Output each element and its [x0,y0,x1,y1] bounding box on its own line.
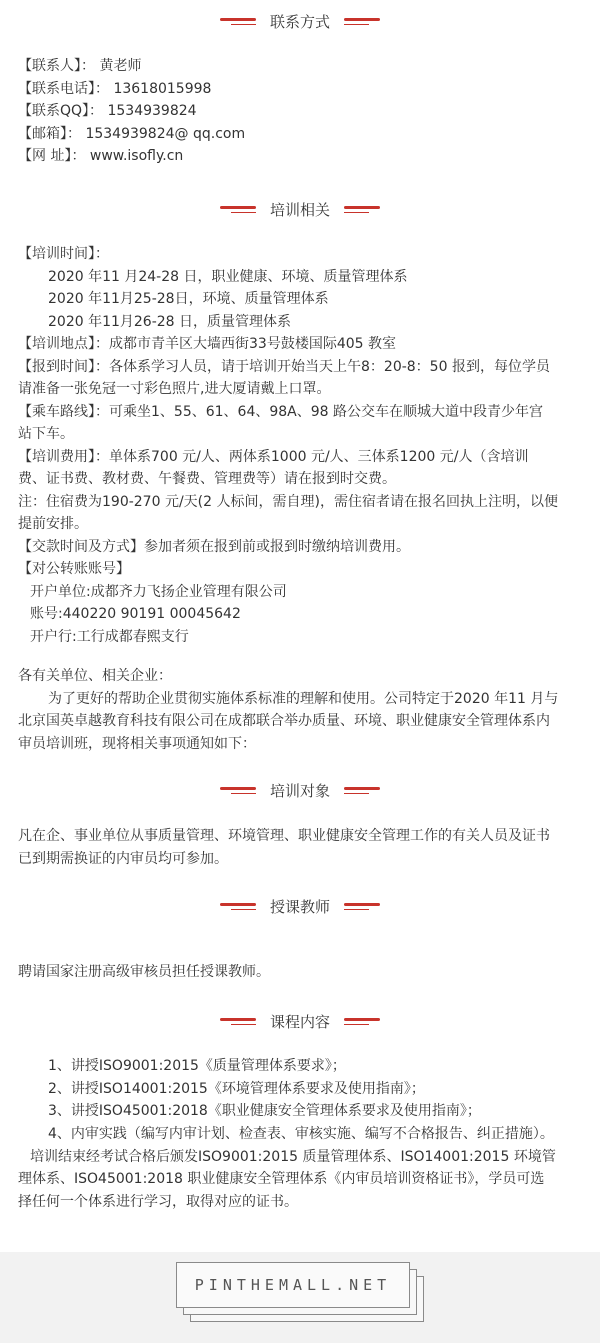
title-decoration-right [344,206,380,213]
section-title-training [0,197,600,221]
contact-email: 【邮箱】： 1534939824@ qq.com [18,126,246,142]
section-title-course [0,1009,600,1033]
lodging-note-line-2: 提前安排。 [18,516,88,532]
report-time-line-2: 请准备一张免冠一寸彩色照片,进大厦请戴上口罩。 [18,381,331,397]
title-decoration-right [344,787,380,794]
section-title-target [0,778,600,802]
certificate-line-2: 理体系、ISO45001:2018 职业健康安全管理体系《内审员培训资格证书》，学员可选 [18,1171,545,1187]
logo-text: PINTHEMALL.NET [194,1276,392,1294]
target-line-1: 凡在企、事业单位从事质量管理、环境管理、职业健康安全管理工作的有关人员及证书 [18,828,550,844]
title-decoration-left [220,787,256,794]
title-decoration-left [220,18,256,25]
fee-line-1: 【培训费用】：单体系700 元/人、两体系1000 元/人、三体系1200 元/人（含培训 [18,449,529,465]
lodging-note-line-1: 注：住宿费为190-270 元/天(2 人标间，需自理)，需住宿者请在报名回执上注明，以便 [18,494,558,510]
salutation: 各有关单位、相关企业： [18,668,172,684]
contact-person: 【联系人】： 黄老师 [18,58,142,74]
report-time-line-1: 【报到时间】：各体系学习人员，请于培训开始当天上午8：20-8：50 报到，每位学员 [18,359,550,375]
section-title-text: 课程内容 [269,1012,330,1031]
logo-frame-front [176,1262,410,1308]
contact-phone: 【联系电话】： 13618015998 [18,81,212,97]
account-number: 账号:440220 90191 00045642 [30,606,241,622]
section-title-teacher [0,894,600,918]
certificate-line-3: 择任何一个体系进行学习，取得对应的证书。 [18,1194,298,1210]
training-session: 2020 年11 月24-28 日，职业健康、环境、质量管理体系 [48,269,408,285]
title-decoration-left [220,903,256,910]
payment-method: 【交款时间及方式】参加者须在报到前或报到时缴纳培训费用。 [18,539,410,555]
target-line-2: 已到期需换证的内审员均可参加。 [18,851,228,867]
course-item: 3、讲授ISO45001:2018《职业健康安全管理体系要求及使用指南》； [48,1103,481,1119]
account-company: 开户单位:成都齐力飞扬企业管理有限公司 [30,584,287,600]
section-title-contact [0,9,600,33]
bus-route-line-1: 【乘车路线】：可乘坐1、55、61、64、98A、98 路公交车在顺城大道中段青少年宫 [18,404,544,420]
account-label: 【对公转账账号】 [18,561,130,577]
teacher-line: 聘请国家注册高级审核员担任授课教师。 [18,964,270,980]
title-decoration-right [344,1018,380,1025]
section-title-text: 培训对象 [269,781,330,800]
intro-paragraph-line: 为了更好的帮助企业贯彻实施体系标准的理解和使用。公司特定于2020 年11 月与 [48,691,559,707]
bus-route-line-2: 站下车。 [18,426,74,442]
fee-line-2: 费、证书费、教材费、午餐费、管理费等）请在报到时交费。 [18,471,396,487]
course-item: 4、内审实践（编写内审计划、检查表、审核实施、编写不合格报告、纠正措施）。 [48,1126,554,1142]
intro-paragraph-line: 审员培训班，现将相关事项通知如下： [18,736,256,752]
training-time-label: 【培训时间】： [18,246,109,262]
pinthemall-logo[interactable] [176,1262,426,1324]
title-decoration-right [344,903,380,910]
course-item: 2、讲授ISO14001:2015《环境管理体系要求及使用指南》； [48,1081,425,1097]
course-item: 1、讲授ISO9001:2015《质量管理体系要求》； [48,1058,346,1074]
account-bank: 开户行:工行成都春熙支行 [30,629,189,645]
training-location: 【培训地点】：成都市青羊区大墙西街33号鼓楼国际405 教室 [18,336,396,352]
section-title-text: 授课教师 [269,897,330,916]
certificate-line-1: 培训结束经考试合格后颁发ISO9001:2015 质量管理体系、ISO14001:2015 环境管 [30,1149,556,1165]
section-title-text: 联系方式 [269,12,330,31]
contact-website: 【网 址】： www.isofly.cn [18,148,184,164]
title-decoration-right [344,18,380,25]
section-title-text: 培训相关 [269,200,330,219]
intro-paragraph-line: 北京国英卓越教育科技有限公司在成都联合举办质量、环境、职业健康安全管理体系内 [18,713,550,729]
title-decoration-left [220,206,256,213]
training-session: 2020 年11月25-28日，环境、质量管理体系 [48,291,329,307]
training-session: 2020 年11月26-28 日，质量管理体系 [48,314,292,330]
contact-qq: 【联系QQ】： 1534939824 [18,103,197,119]
title-decoration-left [220,1018,256,1025]
